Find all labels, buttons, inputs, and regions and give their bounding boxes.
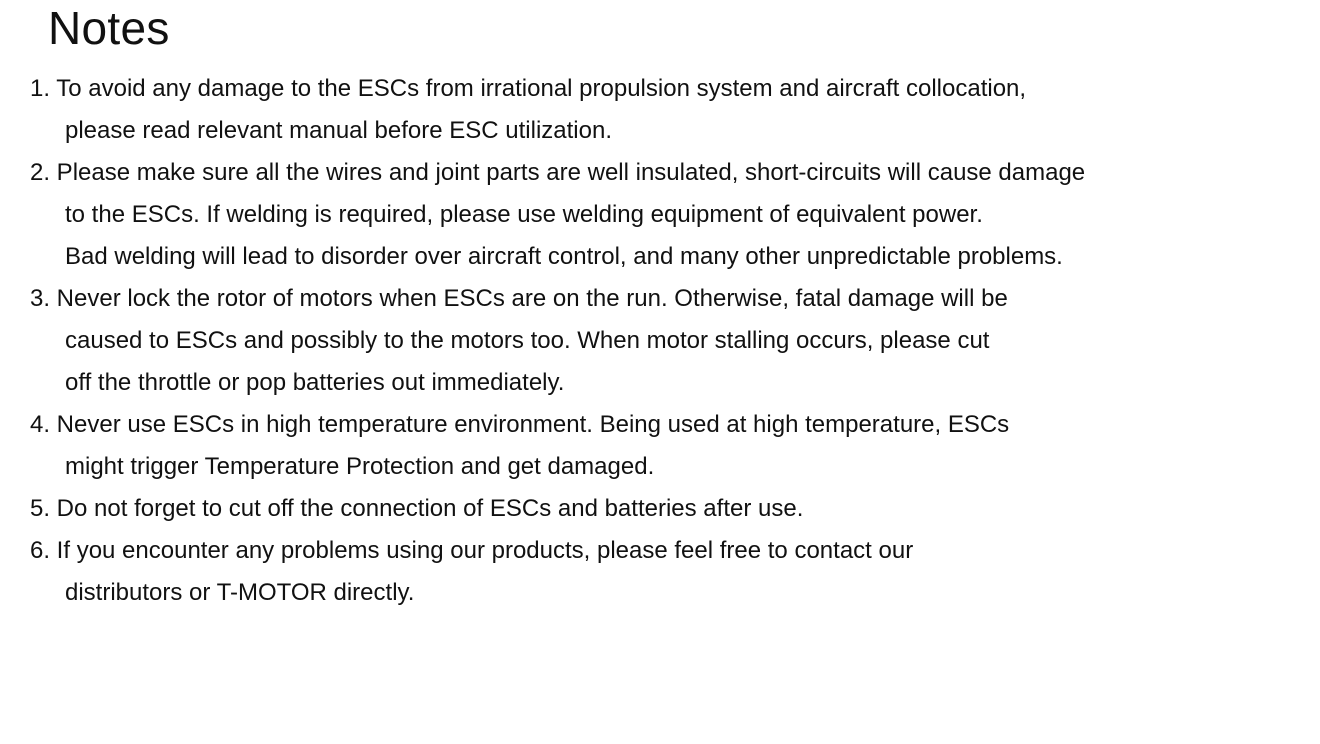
note-item-1 [30,68,1300,152]
note-item-5 [30,488,1300,530]
note-item-2 [30,152,1300,278]
note-item-6 [30,530,1300,614]
note-1-line-1: 1. To avoid any damage to the ESCs from irrational propulsion system and aircraft collocation, [30,75,1027,102]
note-2-line-2: to the ESCs. If welding is required, please use welding equipment of equivalent power. [65,201,983,228]
note-4-line-2: might trigger Temperature Protection and get damaged. [65,453,655,480]
note-item-4 [30,404,1300,488]
note-2-line-3: Bad welding will lead to disorder over aircraft control, and many other unpredictable problems. [65,243,1063,270]
note-4-line-1: 4. Never use ESCs in high temperature environment. Being used at high temperature, ESCs [30,411,1010,438]
note-3-line-3: off the throttle or pop batteries out immediately. [65,369,565,396]
note-6-line-2: distributors or T-MOTOR directly. [65,579,415,606]
note-1-line-2: please read relevant manual before ESC utilization. [65,117,612,144]
note-3-line-1: 3. Never lock the rotor of motors when ESCs are on the run. Otherwise, fatal damage will be [30,285,1008,312]
note-3-line-2: caused to ESCs and possibly to the motors too. When motor stalling occurs, please cut [65,327,990,354]
note-item-3 [30,278,1300,404]
note-6-line-1: 6. If you encounter any problems using our products, please feel free to contact our [30,537,914,564]
page-title: Notes [48,2,170,54]
notes-list [30,68,1300,614]
note-5-line-1: 5. Do not forget to cut off the connection of ESCs and batteries after use. [30,495,804,522]
note-2-line-1: 2. Please make sure all the wires and joint parts are well insulated, short-circuits will cause damage [30,159,1086,186]
